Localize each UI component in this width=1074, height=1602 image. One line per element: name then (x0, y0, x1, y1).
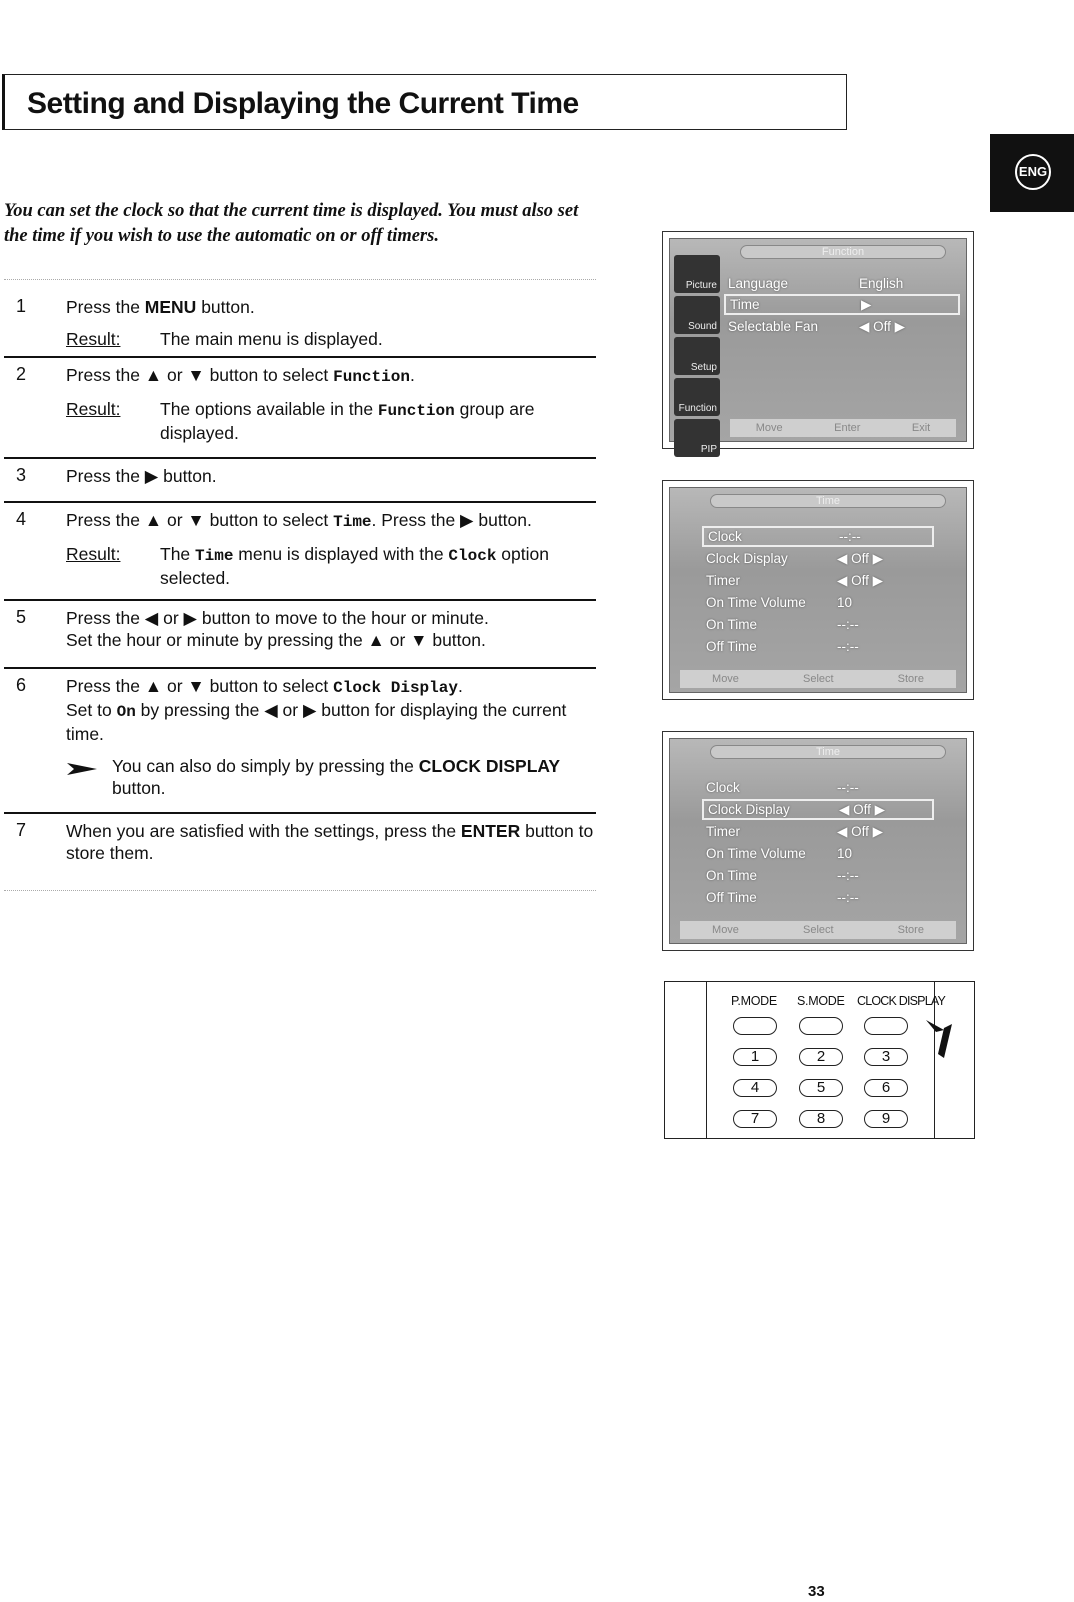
step-4 (4, 503, 596, 601)
sound-icon: Sound (674, 296, 720, 334)
menu-header: Function (740, 245, 946, 259)
step-text: . Press the ▶ button. (371, 510, 532, 530)
row-label: Off Time (706, 639, 757, 654)
row-value: --:-- (837, 780, 859, 795)
row-label: Timer (706, 824, 740, 839)
pointer-finger-icon (926, 1020, 954, 1065)
menu-row-off-time (702, 636, 934, 657)
row-value: ◀ Off ▶ (839, 801, 886, 817)
row-value: --:-- (837, 639, 859, 654)
divider-bottom (4, 890, 596, 891)
menu-row-on-time (702, 865, 934, 886)
menu-row-clock-display (702, 548, 934, 569)
menu-row-language (724, 273, 960, 294)
menu-code: Function (377, 402, 455, 420)
step-text: button to store them. (66, 821, 594, 863)
step-text: Press the ◀ or ▶ button to move to the hour or minute. (66, 608, 489, 628)
menu-row-on-time (702, 614, 934, 635)
row-value: --:-- (837, 617, 859, 632)
title-box (2, 74, 847, 130)
step-text: Press the ▶ button. (66, 466, 217, 486)
result-text: The main menu is displayed. (160, 329, 383, 349)
step-text: . (457, 676, 463, 696)
key-8-button[interactable]: 8 (799, 1110, 843, 1128)
screen-time-menu (662, 480, 974, 700)
step-number: 2 (16, 364, 27, 384)
row-label: Clock Display (706, 551, 788, 566)
steps-list (4, 290, 596, 882)
footer-store: Store (897, 924, 924, 936)
footer-move: Move (712, 924, 739, 936)
key-2-button[interactable]: 2 (799, 1048, 843, 1066)
row-label: On Time Volume (706, 595, 806, 610)
row-value: ◀ Off ▶ (837, 823, 884, 839)
row-label: On Time (706, 868, 758, 883)
key-1-button[interactable]: 1 (733, 1048, 777, 1066)
menu-row-off-time (702, 887, 934, 908)
step-text: . (409, 365, 415, 385)
footer-store: Store (897, 673, 924, 685)
result-label: Result: (66, 544, 121, 564)
row-label: Selectable Fan (728, 319, 819, 334)
row-label: Timer (706, 573, 740, 588)
footer-select: Select (803, 673, 834, 685)
key-name: ENTER (460, 821, 521, 841)
row-value: 10 (837, 846, 853, 861)
row-label: Clock (706, 780, 740, 795)
menu-row-timer (702, 821, 934, 842)
step-number: 1 (16, 296, 27, 316)
step-3 (4, 459, 596, 503)
clock-display-label: CLOCK DISPLAY (857, 994, 946, 1008)
row-label: On Time (706, 617, 758, 632)
row-value: ◀ Off ▶ (837, 550, 884, 566)
note-text: You can also do simply by pressing the (112, 756, 419, 776)
clock-display-button[interactable] (864, 1017, 908, 1035)
row-value: English (859, 276, 904, 291)
step-number: 3 (16, 465, 27, 485)
key-4-button[interactable]: 4 (733, 1079, 777, 1097)
menu-code: On (116, 703, 136, 721)
step-text: Press the ▲ or ▼ button to select (66, 365, 334, 385)
menu-row-on-time-volume (702, 843, 934, 864)
footer-move: Move (755, 422, 783, 434)
step-text: Press the (66, 297, 145, 317)
row-label: Clock Display (708, 802, 790, 817)
function-icon: Function (674, 378, 720, 416)
step-7 (4, 814, 596, 882)
step-text: by pressing the ◀ or ▶ button for displaying the current time. (66, 700, 567, 744)
row-label: On Time Volume (706, 846, 806, 861)
step-text: Press the ▲ or ▼ button to select (66, 510, 334, 530)
tip-note (66, 755, 596, 799)
menu-row-timer (702, 570, 934, 591)
step-number: 5 (16, 607, 27, 627)
step-text: Set to (66, 700, 117, 720)
row-value: --:-- (837, 868, 859, 883)
step-number: 4 (16, 509, 27, 529)
pmode-label: P.MODE (731, 994, 777, 1008)
menu-footer (730, 419, 956, 437)
menu-code: Time (195, 547, 234, 565)
key-5-button[interactable]: 5 (799, 1079, 843, 1097)
step-number: 7 (16, 820, 27, 840)
smode-button[interactable] (799, 1017, 843, 1035)
step-5 (4, 601, 596, 669)
menu-row-on-time-volume (702, 592, 934, 613)
step-1 (4, 290, 596, 358)
footer-move: Move (712, 673, 739, 685)
menu-footer (680, 921, 956, 939)
divider-top (4, 279, 596, 280)
result-label: Result: (66, 399, 121, 419)
row-value: --:-- (839, 529, 861, 544)
result-text: The (160, 544, 196, 564)
menu-row-clock (702, 777, 934, 798)
footer-select: Select (803, 924, 834, 936)
result-text: option selected. (160, 544, 549, 588)
remote-left-edge (665, 982, 707, 1138)
result-text: group are displayed. (160, 399, 535, 443)
row-label: Clock (708, 529, 742, 544)
row-value: ◀ Off ▶ (837, 572, 884, 588)
result-label: Result: (66, 329, 121, 349)
screen-time-menu-clock-display (662, 731, 974, 951)
result-text: The options available in the (160, 399, 378, 419)
language-tab (990, 134, 1074, 212)
menu-code: Function (333, 368, 410, 386)
step-text: Press the ▲ or ▼ button to select (66, 676, 334, 696)
step-text: When you are satisfied with the settings, press the (66, 821, 461, 841)
menu-footer (680, 670, 956, 688)
key-9-button[interactable]: 9 (864, 1110, 908, 1128)
menu-row-clock-display (702, 799, 934, 820)
note-arrow-icon (66, 755, 112, 799)
step-2 (4, 358, 596, 459)
page-title: Setting and Displaying the Current Time (27, 87, 579, 120)
step-text: Set the hour or minute by pressing the ▲ or ▼ button. (66, 630, 486, 650)
page-number: 33 (808, 1583, 825, 1600)
smode-label: S.MODE (797, 994, 845, 1008)
key-name: CLOCK DISPLAY (418, 756, 561, 776)
note-text: button. (112, 778, 166, 798)
side-menu (674, 255, 720, 460)
key-name: MENU (144, 297, 197, 317)
footer-exit: Exit (911, 422, 931, 434)
eng-badge: ENG (1015, 154, 1051, 190)
menu-row-clock (702, 526, 934, 547)
menu-row-selectable-fan (724, 316, 960, 337)
menu-header: Time (710, 745, 946, 759)
step-6 (4, 669, 596, 814)
row-value: ◀ Off ▶ (859, 318, 906, 334)
step-text: button. (196, 297, 255, 317)
picture-icon: Picture (674, 255, 720, 293)
row-label: Off Time (706, 890, 757, 905)
row-value: ▶ (861, 296, 872, 312)
row-value: --:-- (837, 890, 859, 905)
row-label: Time (730, 297, 760, 312)
menu-code: Time (333, 513, 372, 531)
pmode-button[interactable] (733, 1017, 777, 1035)
footer-enter: Enter (834, 422, 861, 434)
menu-row-time (724, 294, 960, 315)
key-7-button[interactable]: 7 (733, 1110, 777, 1128)
result-text: menu is displayed with the (233, 544, 449, 564)
row-value: 10 (837, 595, 853, 610)
menu-header: Time (710, 494, 946, 508)
row-label: Language (728, 276, 789, 291)
key-3-button[interactable]: 3 (864, 1048, 908, 1066)
menu-code: Clock (448, 547, 497, 565)
step-number: 6 (16, 675, 27, 695)
key-6-button[interactable]: 6 (864, 1079, 908, 1097)
setup-icon: Setup (674, 337, 720, 375)
intro-text: You can set the clock so that the current time is displayed. You must also set the time if you wish to use the automatic on or off timers. (4, 201, 579, 246)
menu-code: Clock Display (333, 679, 458, 697)
screen-function-menu (662, 231, 974, 455)
pip-icon: PIP (674, 419, 720, 457)
